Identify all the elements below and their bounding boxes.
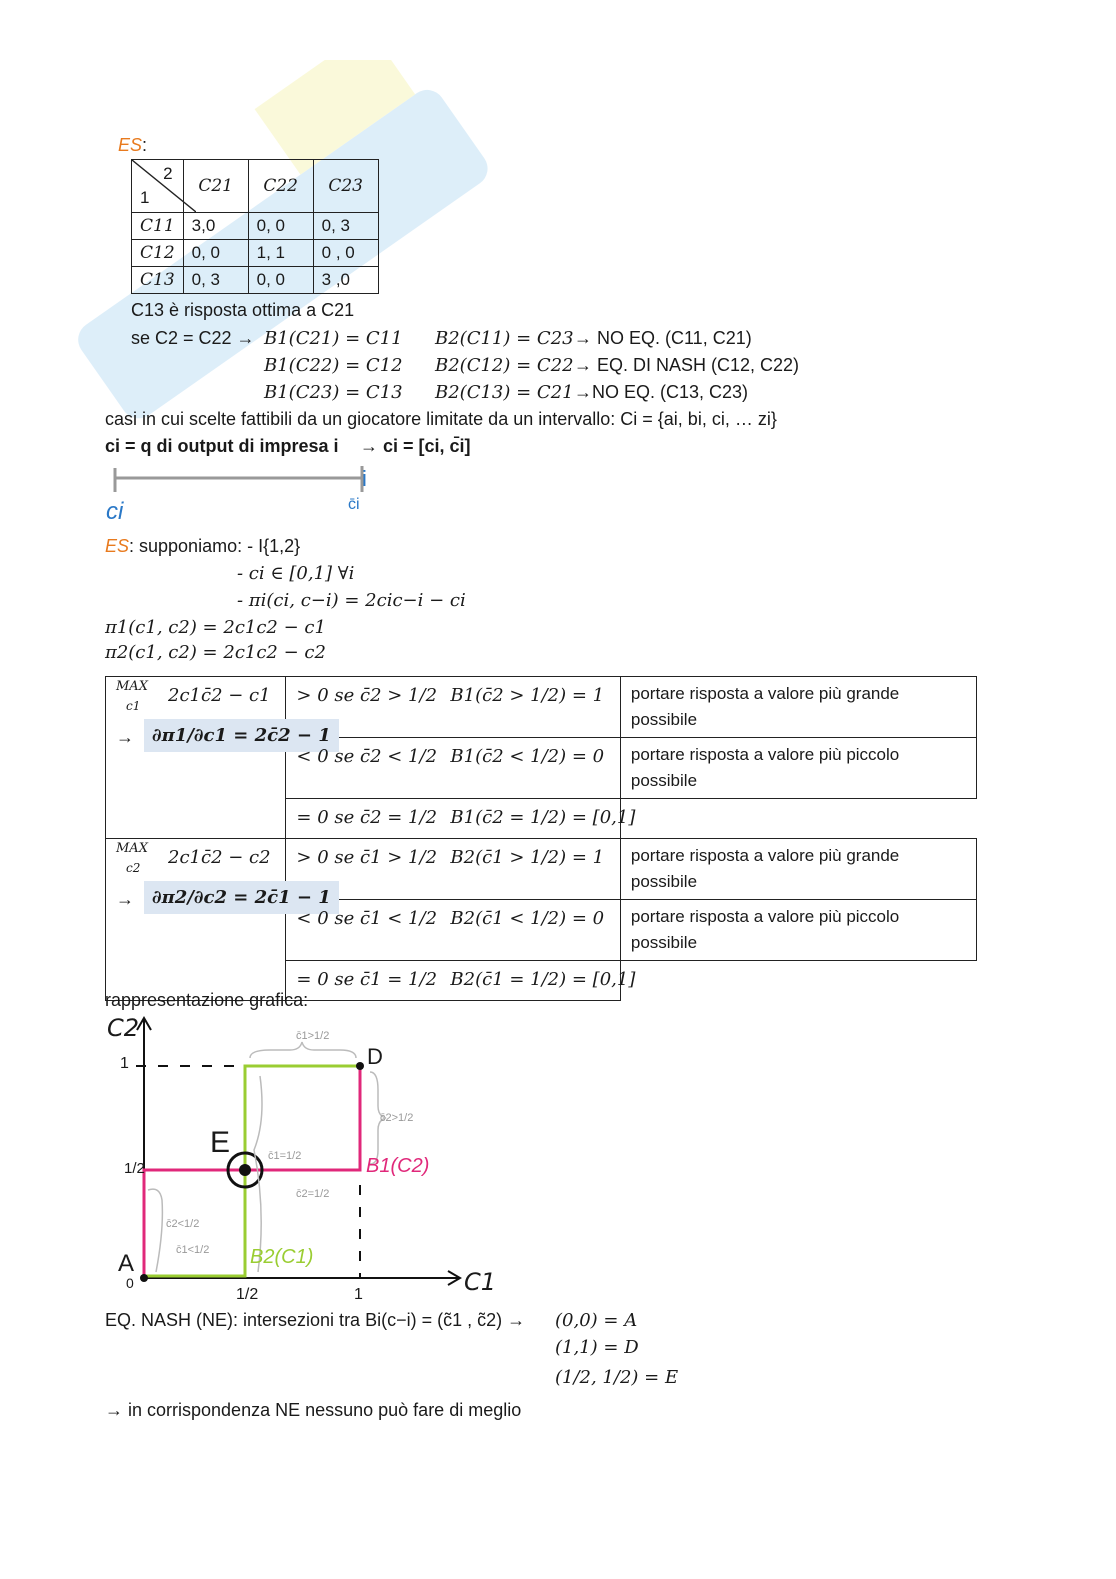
cond-cell xyxy=(286,839,620,900)
best-response: B1(c̄2 = 1/2) = [0,1] xyxy=(450,807,636,828)
x-tick-1: 1 xyxy=(354,1286,363,1303)
nash-eq-3: (1/2, 1/2) = E xyxy=(555,1367,679,1388)
max-label: MAX xyxy=(116,679,148,694)
es2-intro: ES: supponiamo: - I{1,2} xyxy=(105,536,301,556)
note-cell: portare risposta a valore più grande possibile xyxy=(620,839,976,900)
best-response-table-2 xyxy=(105,838,977,1001)
segment-left-label: ci xyxy=(106,498,124,525)
row-header: C11 xyxy=(132,213,184,240)
point-e-label: E xyxy=(210,1126,231,1159)
point-d-label: D xyxy=(367,1044,383,1069)
corner-top: 2 xyxy=(163,164,173,183)
note-cell: portare risposta a valore più piccolo possibile xyxy=(620,900,976,961)
nash-eq-1: (0,0) = A xyxy=(555,1310,638,1331)
c-range: - ci ∈ [0,1] ∀i xyxy=(237,563,355,584)
result-line: →NO EQ. (C13, C23) xyxy=(574,382,749,402)
b1-line: B1(C21) = C11 xyxy=(264,328,403,349)
graph-caption: rappresentazione grafica: xyxy=(105,990,309,1010)
es-label-1: ES: xyxy=(118,135,148,155)
payoff-cell: 0, 0 xyxy=(248,213,313,240)
segment-right-bottom: c̄i xyxy=(348,496,360,513)
point-d xyxy=(356,1062,364,1070)
best-response: B2(c̄1 = 1/2) = [0,1] xyxy=(450,969,636,990)
corner-cell xyxy=(132,160,184,213)
objective-cell xyxy=(106,677,331,839)
payoff-cell: 1, 1 xyxy=(248,240,313,267)
x-axis-label: C1 xyxy=(464,1268,497,1296)
b1-label: B1(C2) xyxy=(366,1155,430,1177)
col-header: C21 xyxy=(183,160,248,213)
cond-cell xyxy=(286,900,620,961)
payoff-cell: 0 , 0 xyxy=(313,240,378,267)
col-header: C23 xyxy=(313,160,378,213)
best-response-note: C13 è risposta ottima a C21 xyxy=(131,300,355,320)
best-response: B2(c̄1 > 1/2) = 1 xyxy=(450,847,605,868)
nash-eq-2: (1,1) = D xyxy=(555,1337,639,1358)
condition: < 0 se c̄1 < 1/2 xyxy=(296,908,438,929)
pi1-def: π1(c1, c2) = 2c1c2 − c1 xyxy=(105,617,326,638)
row-header: C13 xyxy=(132,267,184,294)
condition: = 0 se c̄1 = 1/2 xyxy=(296,969,438,990)
interval-note: casi in cui scelte fattibili da un giocatore limitate da un intervallo: Ci = {ai, bi, ci, … zi} xyxy=(105,409,777,429)
col-header: C22 xyxy=(248,160,313,213)
ann-c2-lt: c̄2<1/2 xyxy=(166,1218,200,1230)
ann-c1-half: c̄1=1/2 xyxy=(268,1150,302,1162)
conclusion: → in corrispondenza NE nessuno può fare di meglio xyxy=(105,1400,522,1420)
best-response: B1(c̄2 < 1/2) = 0 xyxy=(450,746,605,767)
ci-interval: → ci = [ci, c̄i] xyxy=(360,436,471,456)
brace-bottom-left xyxy=(148,1189,162,1272)
derivative: ∂π1/∂c1 = 2c̄2 − 1 xyxy=(144,719,339,752)
payoff-cell: 0, 3 xyxy=(183,267,248,294)
objective: 2c1c̄2 − c2 xyxy=(168,847,271,868)
max-label: MAX xyxy=(116,841,148,856)
ann-right: c̄2>1/2 xyxy=(380,1112,414,1124)
condition-line: se C2 = C22 → xyxy=(131,328,255,348)
max-var: c2 xyxy=(126,861,141,875)
payoff-cell: 0, 0 xyxy=(248,267,313,294)
point-a-label: A xyxy=(118,1250,135,1277)
note-cell: portare risposta a valore più piccolo possibile xyxy=(620,738,976,799)
b2-line: B2(C13) = C21 xyxy=(435,382,574,403)
payoff-matrix xyxy=(131,159,379,294)
payoff-cell: 0, 3 xyxy=(313,213,378,240)
arrow: → xyxy=(116,889,134,909)
b1-line: B1(C22) = C12 xyxy=(264,355,403,376)
best-response: B2(c̄1 < 1/2) = 0 xyxy=(450,908,605,929)
objective: 2c1c̄2 − c1 xyxy=(168,685,271,706)
point-e xyxy=(239,1164,251,1176)
derivative: ∂π2/∂c2 = 2c̄1 − 1 xyxy=(144,881,339,914)
payoff-general: - πi(ci, c−i) = 2cic−i − ci xyxy=(237,590,466,611)
cond-cell xyxy=(286,738,620,799)
pi2-def: π2(c1, c2) = 2c1c2 − c2 xyxy=(105,642,326,663)
condition: < 0 se c̄2 < 1/2 xyxy=(296,746,438,767)
payoff-cell: 3,0 xyxy=(183,213,248,240)
point-a xyxy=(140,1274,148,1282)
ann-c2-half: c̄2=1/2 xyxy=(296,1188,330,1200)
arrow: → xyxy=(116,727,134,747)
ann-top: c̄1>1/2 xyxy=(296,1030,330,1042)
best-response-table-1 xyxy=(105,676,977,839)
best-response: B1(c̄2 > 1/2) = 1 xyxy=(450,685,605,706)
b2-line: B2(C11) = C23 xyxy=(435,328,574,349)
cond-cell xyxy=(286,799,636,839)
result-line: → NO EQ. (C11, C21) xyxy=(574,328,752,348)
y-tick-half: 1/2 xyxy=(124,1160,145,1177)
segment-right-top: i xyxy=(362,466,367,491)
x-tick-half: 1/2 xyxy=(236,1286,259,1303)
condition: = 0 se c̄2 = 1/2 xyxy=(296,807,438,828)
payoff-cell: 0, 0 xyxy=(183,240,248,267)
empty-cell xyxy=(620,961,976,1001)
b2-label: B2(C1) xyxy=(250,1246,314,1268)
ann-c1-lt: c̄1<1/2 xyxy=(176,1244,210,1256)
cond-cell xyxy=(286,677,620,738)
corner-bottom: 1 xyxy=(140,188,150,207)
max-var: c1 xyxy=(126,699,141,713)
b1-line: B1(C23) = C13 xyxy=(264,382,403,403)
result-line: → EQ. DI NASH (C12, C22) xyxy=(574,355,800,375)
note-cell: portare risposta a valore più grande possibile xyxy=(620,677,976,738)
row-header: C12 xyxy=(132,240,184,267)
brace-top xyxy=(250,1042,356,1058)
y-axis-label: C2 xyxy=(107,1014,140,1042)
empty-cell xyxy=(620,799,976,839)
payoff-cell: 3 ,0 xyxy=(313,267,378,294)
nash-label: EQ. NASH (NE): intersezioni tra Bi(c−i) = (c̃1 , c̃2) → xyxy=(105,1310,526,1330)
condition: > 0 se c̄1 > 1/2 xyxy=(296,847,438,868)
condition: > 0 se c̄2 > 1/2 xyxy=(296,685,438,706)
b2-line: B2(C12) = C22 xyxy=(435,355,574,376)
origin-label: 0 xyxy=(126,1275,134,1291)
cond-cell xyxy=(286,961,636,1001)
y-tick-1: 1 xyxy=(120,1055,129,1072)
ci-definition: ci = q di output di impresa i xyxy=(105,436,339,456)
